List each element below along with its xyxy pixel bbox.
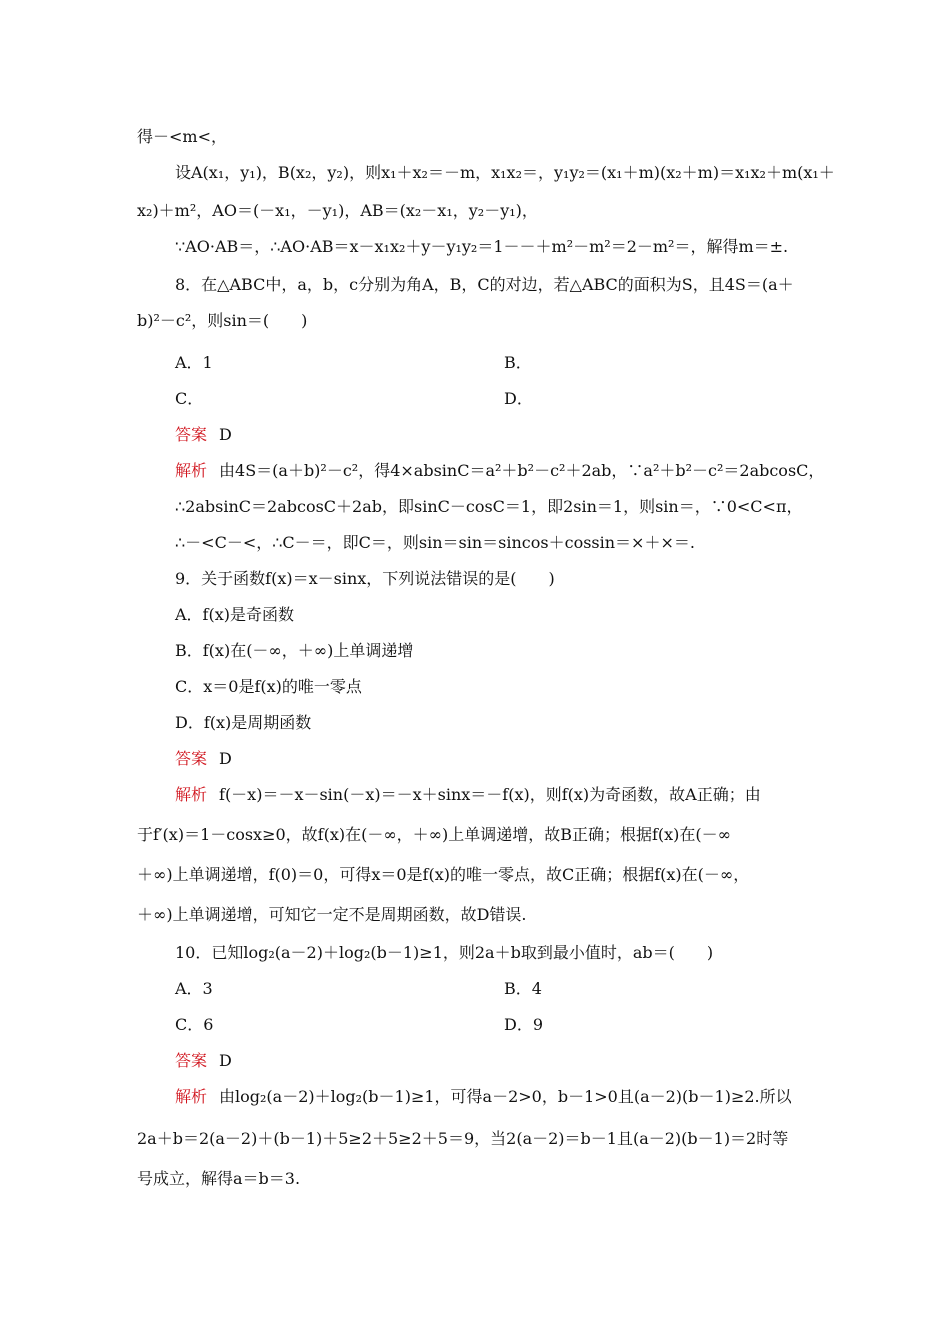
- analysis-line: [175, 1086, 855, 1108]
- option-b: B．4: [504, 979, 542, 998]
- option-d: D．9: [504, 1015, 544, 1034]
- text-line: ∴－<C－<，∴C－＝，即C＝，则sin＝sin＝sincos＋cossin＝×＋×＝.: [175, 533, 695, 552]
- option-a: A．1: [175, 353, 213, 372]
- text-line: ∴2absinC＝2abcosC＋2ab，即sinC－cosC＝1，即2sin＝1，则sin＝，∵0<C<π，: [175, 497, 803, 516]
- question-8-stem: 8．在△ABC中，a，b，c分别为角A，B，C的对边，若△ABC的面积为S，且4S＝(a＋: [175, 275, 794, 294]
- analysis-label: 解析: [175, 461, 208, 480]
- text-line: 号成立，解得a＝b＝3.: [137, 1169, 301, 1188]
- analysis-line: [175, 784, 855, 806]
- text-line: ＋∞)上单调递增，可知它一定不是周期函数，故D错误.: [137, 905, 527, 924]
- text-line: 2a＋b＝2(a－2)＋(b－1)＋5≥2＋5≥2＋5＝9，当2(a－2)＝b－1且(a－2)(b－1)＝2时等: [137, 1129, 789, 1148]
- answer-label: 答案: [175, 1051, 208, 1070]
- answer-value: D: [219, 425, 232, 444]
- answer-value: D: [219, 749, 232, 768]
- answer-label: 答案: [175, 749, 208, 768]
- option-c: C．x＝0是f(x)的唯一零点: [175, 677, 362, 696]
- option-c: C．: [175, 389, 204, 408]
- answer-line: [175, 748, 855, 770]
- text-line: 于f′(x)＝1－cosx≥0，故f(x)在(－∞，＋∞)上单调递增，故B正确；根据f(x)在(－∞: [137, 825, 731, 844]
- analysis-text: 由4S＝(a＋b)²－c²，得4×absinC＝a²＋b²－c²＋2ab，∵a²＋b²－c²＝2abcosC，: [219, 461, 825, 480]
- option-a: A．3: [175, 979, 213, 998]
- option-c: C．6: [175, 1015, 214, 1034]
- analysis-label: 解析: [175, 785, 208, 804]
- answer-line: [175, 424, 855, 446]
- option-b: B．: [504, 353, 532, 372]
- text-line: x₂)＋m²，AO＝(－x₁，－y₁)，AB＝(x₂－x₁，y₂－y₁)，: [137, 201, 538, 220]
- question-9-stem: 9．关于函数f(x)＝x－sinx，下列说法错误的是( ): [175, 569, 555, 588]
- analysis-text: 由log₂(a－2)＋log₂(b－1)≥1，可得a－2>0，b－1>0且(a－2)(b－1)≥2.所以: [219, 1087, 792, 1106]
- option-a: A．f(x)是奇函数: [175, 605, 294, 624]
- analysis-label: 解析: [175, 1087, 208, 1106]
- question-10-stem: 10．已知log₂(a－2)＋log₂(b－1)≥1，则2a＋b取到最小值时，ab＝( ): [175, 943, 714, 962]
- text-line: b)²－c²，则sin＝( ): [137, 311, 308, 330]
- answer-label: 答案: [175, 425, 208, 444]
- analysis-line: [175, 460, 855, 482]
- option-b: B．f(x)在(－∞，＋∞)上单调递增: [175, 641, 414, 660]
- text-line: 得－<m<，: [137, 127, 227, 146]
- answer-line: [175, 1050, 855, 1072]
- text-line: 设A(x₁，y₁)，B(x₂，y₂)，则x₁＋x₂＝－m，x₁x₂＝，y₁y₂＝(x₁＋m)(x₂＋m)＝x₁x₂＋m(x₁＋: [175, 163, 835, 182]
- text-line: ＋∞)上单调递增，f(0)＝0，可得x＝0是f(x)的唯一零点，故C正确；根据f(x)在(－∞，: [137, 865, 750, 884]
- answer-value: D: [219, 1051, 232, 1070]
- option-d: D．f(x)是周期函数: [175, 713, 312, 732]
- analysis-text: f(－x)＝－x－sin(－x)＝－x＋sinx＝－f(x)，则f(x)为奇函数，故A正确；由: [219, 785, 761, 804]
- option-d: D．: [504, 389, 533, 408]
- text-line: ∵AO·AB＝，∴AO·AB＝x－x₁x₂＋y－y₁y₂＝1－－＋m²－m²＝2－m²＝，解得m＝±.: [175, 237, 789, 256]
